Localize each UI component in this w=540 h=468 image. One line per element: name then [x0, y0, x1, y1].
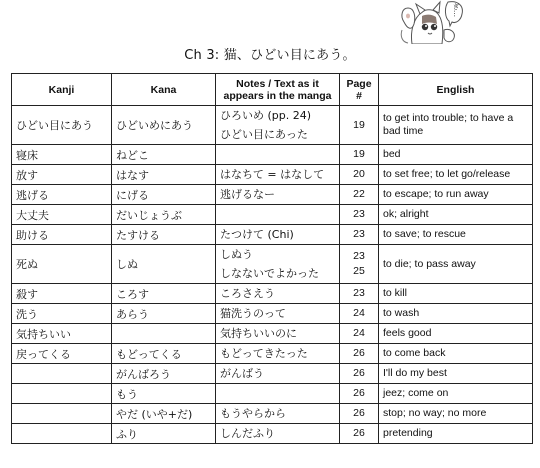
page-number: 23 — [353, 250, 365, 262]
kana-cell: やだ (いや+だ) — [112, 404, 216, 424]
note-line: がんばう — [220, 367, 264, 380]
notes-cell — [216, 165, 340, 185]
note-line: 気持ちいいのに — [220, 327, 297, 340]
note-line: しぬう — [220, 248, 253, 261]
vocabulary-table — [11, 73, 533, 444]
kana-cell: にげる — [112, 185, 216, 205]
table-row — [12, 324, 533, 344]
kanji-cell: 殺す — [12, 284, 112, 304]
note-line: しんだふり — [220, 427, 275, 440]
page-cell — [340, 106, 379, 145]
english-cell: jeez; come on — [379, 384, 533, 404]
english-cell: to wash — [379, 304, 533, 324]
kanji-cell: 放す — [12, 165, 112, 185]
kana-cell: しぬ — [112, 245, 216, 284]
page-number: 19 — [353, 118, 365, 131]
kana-cell: がんばろう — [112, 364, 216, 384]
note-line: ひろいめ (pp. 24) — [220, 109, 312, 122]
kana-cell: もう — [112, 384, 216, 404]
english-cell: I'll do my best — [379, 364, 533, 384]
notes-cell — [216, 205, 340, 225]
cat-illustration — [392, 0, 466, 44]
page-cell — [340, 344, 379, 364]
kanji-cell: ひどい目にあう — [12, 106, 112, 145]
notes-cell — [216, 324, 340, 344]
kanji-cell: 気持ちいい — [12, 324, 112, 344]
kanji-cell: 寝床 — [12, 145, 112, 165]
page-number: 24 — [353, 307, 365, 319]
page-number: 26 — [353, 407, 365, 419]
notes-cell — [216, 384, 340, 404]
note-line: はなちて = はなして — [220, 168, 325, 181]
kanji-cell: 戻ってくる — [12, 344, 112, 364]
kanji-cell — [12, 384, 112, 404]
table-row — [12, 344, 533, 364]
note-line: たつけて (Chi) — [220, 228, 294, 241]
notes-cell — [216, 364, 340, 384]
page-number: 23 — [353, 208, 365, 220]
table-body — [12, 106, 533, 444]
kanji-cell: 助ける — [12, 225, 112, 245]
kanji-cell: 逃げる — [12, 185, 112, 205]
page-number: 26 — [353, 347, 365, 359]
kanji-cell: 大丈夫 — [12, 205, 112, 225]
table-row — [12, 384, 533, 404]
kanji-cell — [12, 404, 112, 424]
english-cell: to escape; to run away — [379, 185, 533, 205]
page-cell — [340, 245, 379, 284]
page-cell — [340, 225, 379, 245]
page-number: 26 — [353, 387, 365, 399]
kana-cell — [112, 324, 216, 344]
column-header-english: English — [379, 74, 533, 106]
page-number: 26 — [353, 367, 365, 379]
notes-cell — [216, 245, 340, 284]
english-cell: bed — [379, 145, 533, 165]
page-number: 23 — [353, 287, 365, 299]
kana-cell: はなす — [112, 165, 216, 185]
page-cell — [340, 424, 379, 444]
kana-cell: ころす — [112, 284, 216, 304]
table-row — [12, 185, 533, 205]
kana-cell: ふり — [112, 424, 216, 444]
notes-cell — [216, 304, 340, 324]
table-row — [12, 284, 533, 304]
english-cell: to kill — [379, 284, 533, 304]
english-cell: feels good — [379, 324, 533, 344]
kanji-cell — [12, 364, 112, 384]
notes-cell — [216, 424, 340, 444]
page-cell — [340, 384, 379, 404]
notes-cell — [216, 344, 340, 364]
notes-cell — [216, 185, 340, 205]
page-cell — [340, 145, 379, 165]
page-cell — [340, 404, 379, 424]
page-number: 19 — [353, 148, 365, 160]
table-row — [12, 205, 533, 225]
english-cell: stop; no way; no more — [379, 404, 533, 424]
column-header-kana: Kana — [112, 74, 216, 106]
table-row — [12, 225, 533, 245]
kana-cell: たすける — [112, 225, 216, 245]
page-cell — [340, 205, 379, 225]
kana-cell: もどってくる — [112, 344, 216, 364]
note-line: 猫洗うのって — [220, 307, 286, 320]
notes-cell — [216, 404, 340, 424]
page-cell — [340, 364, 379, 384]
table-row — [12, 145, 533, 165]
page-number: 26 — [353, 427, 365, 439]
note-line: しなないでよかった — [220, 267, 319, 280]
table-row — [12, 364, 533, 384]
kanji-cell — [12, 424, 112, 444]
header-row — [12, 74, 533, 106]
page-cell — [340, 284, 379, 304]
english-cell: to die; to pass away — [379, 245, 533, 284]
table-row — [12, 404, 533, 424]
kanji-cell: 死ぬ — [12, 245, 112, 284]
page-cell — [340, 324, 379, 344]
speech-bubble-text: ぎ… — [452, 3, 460, 17]
notes-cell — [216, 284, 340, 304]
english-cell: to get into trouble; to have a bad time — [379, 106, 533, 145]
page-cell — [340, 185, 379, 205]
table-row — [12, 304, 533, 324]
kanji-cell: 洗う — [12, 304, 112, 324]
note-line: もどってきたった — [220, 347, 308, 360]
notes-cell — [216, 145, 340, 165]
page-number: 25 — [353, 265, 365, 277]
note-line: もうやらから — [220, 407, 286, 420]
page-number: 20 — [353, 168, 365, 180]
english-cell: ok; alright — [379, 205, 533, 225]
column-header-kanji: Kanji — [12, 74, 112, 106]
kana-cell: ひどいめにあう — [112, 106, 216, 145]
english-cell: to set free; to let go/release — [379, 165, 533, 185]
page-number: 22 — [353, 188, 365, 200]
note-line: 逃げるなー — [220, 188, 275, 201]
note-line: ひどい目にあった — [220, 128, 308, 141]
column-header-notes: Notes / Text as it appears in the manga — [216, 74, 340, 106]
page-cell — [340, 165, 379, 185]
english-cell: to come back — [379, 344, 533, 364]
kana-cell: あらう — [112, 304, 216, 324]
table-row — [12, 245, 533, 284]
note-line: ころさえう — [220, 287, 275, 300]
page-number: 23 — [353, 228, 365, 240]
notes-cell — [216, 106, 340, 145]
page-number: 24 — [353, 327, 365, 339]
english-cell: pretending — [379, 424, 533, 444]
page-cell — [340, 304, 379, 324]
table-row — [12, 106, 533, 145]
table-row — [12, 165, 533, 185]
table-row — [12, 424, 533, 444]
english-cell: to save; to rescue — [379, 225, 533, 245]
kana-cell: だいじょうぶ — [112, 205, 216, 225]
kana-cell: ねどこ — [112, 145, 216, 165]
column-header-page: Page # — [340, 74, 379, 106]
page-title: Ch 3: 猫、ひどい目にあう。 — [184, 48, 356, 63]
notes-cell — [216, 225, 340, 245]
